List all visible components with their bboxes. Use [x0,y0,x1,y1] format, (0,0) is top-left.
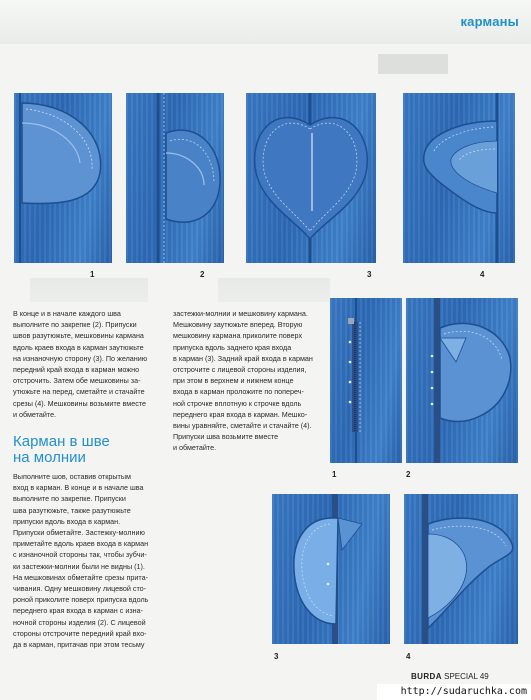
text-line: припуски вдоль входа в карман. [13,516,121,526]
footer-edition: SPECIAL [444,672,478,681]
figure-number: 4 [406,652,411,661]
text-line: шва разутюжьте, также разутюжьте [13,505,131,515]
figure-number: 3 [274,652,279,661]
zipper-step-photo-3 [272,494,390,644]
step-photo-2 [126,93,224,263]
bleed-through-shape [218,278,330,302]
text-line: отстрочите с лицевой стороны изделия, [173,365,307,375]
text-line: и обметайте. [13,409,57,419]
zipper-step-photo-2 [406,298,518,463]
figure-number: 4 [480,270,485,279]
instructions-column-1-bottom [13,471,165,650]
bleed-through-shape [30,278,148,302]
text-line: переднего края входа в карман. Мешко- [173,409,308,419]
text-line: Припуски шва возьмите вместе [173,432,279,442]
text-line: на изнаночную сторону (3). По желанию [13,353,148,363]
step-photo-1 [14,93,112,263]
text-line: чивания. Одну мешковину лицевой сто- [13,584,147,594]
text-line: Мешковину заутюжьте вперед. Вторую [173,320,303,330]
bleed-through-tab [378,54,448,74]
text-line: вход в карман. В конце и в начале шва [13,483,144,493]
text-line: и обметайте. [173,443,217,453]
footer-brand: BURDA [411,672,442,681]
figure-number: 1 [90,270,95,279]
text-line: застежки-молнии и мешковину кармана. [173,309,308,318]
text-line: На мешковинах обметайте срезы прита- [13,572,148,582]
text-line: при этом в верхнем и нижнем конце [173,376,294,386]
text-line: В конце и в начале каждого шва [13,309,121,318]
text-line: отстрочить. Затем обе мешковины за- [13,376,141,386]
text-line: ной строчке вплотную к строчке вдоль [173,398,302,408]
text-line: Припуски обметайте. Застежку-молнию [13,528,145,538]
header-bar [0,0,531,44]
figure-number: 3 [367,270,372,279]
zipper-step-photo-4 [404,494,518,644]
page-number: 49 [479,672,489,681]
text-line: роной приколите поверх припуска вдоль [13,595,149,605]
text-line: утюжьте на перед, сметайте и стачайте [13,387,145,397]
text-line: срезы (4). Мешковины возьмите вместе [13,398,147,408]
text-line: ночной стороны изделия (2). С лицевой [13,617,146,627]
section-title-line: Карман в шве [13,433,110,450]
text-line: с изнаночной стороны так, чтобы зубчи- [13,550,147,560]
text-line: да в карман, притачав при этом тесьму [13,640,145,650]
text-line: стороны отстрочите передний край вхо- [13,628,147,638]
section-header-title: карманы [460,14,519,29]
text-line: вины уравняйте, сметайте и стачайте (4). [173,421,312,431]
figure-number: 2 [406,470,411,479]
zipper-step-photo-1 [330,298,402,463]
text-line: Выполните шов, оставив открытым [13,472,131,481]
text-line: в карман (3). Задний край входа в карман [173,353,313,363]
text-line: приметайте вдоль краев входа в карман [13,539,149,549]
section-title [13,434,110,466]
figure-number: 1 [332,470,337,479]
watermark-url: http://sudaruchka.com [377,684,531,700]
step-photo-4 [403,93,515,263]
text-line: мешковину кармана приколите поверх [173,331,303,341]
text-line: выполните по закрепке. Припуски [13,494,126,504]
text-line: швов разутюжьте, мешковины кармана [13,331,144,341]
text-line: входа в карман проложите по попереч- [173,387,304,397]
text-line: припуска вдоль заднего края входа [173,342,292,352]
section-title-line: на молнии [13,449,86,466]
text-line: передний край входа в карман можно [13,365,140,375]
footer-page-info [411,672,489,681]
text-line: ки застежки-молнии были не видны (1). [13,561,145,571]
step-photo-3 [246,93,376,263]
text-line: выполните по закрепке (2). Припуски [13,320,137,330]
instructions-column-1-top [13,308,165,420]
figure-number: 2 [200,270,205,279]
instructions-column-2 [173,308,323,454]
text-line: вдоль краев входа в карман заутюжьте [13,342,144,352]
text-line: переднего края входа в карман с изна- [13,606,144,616]
